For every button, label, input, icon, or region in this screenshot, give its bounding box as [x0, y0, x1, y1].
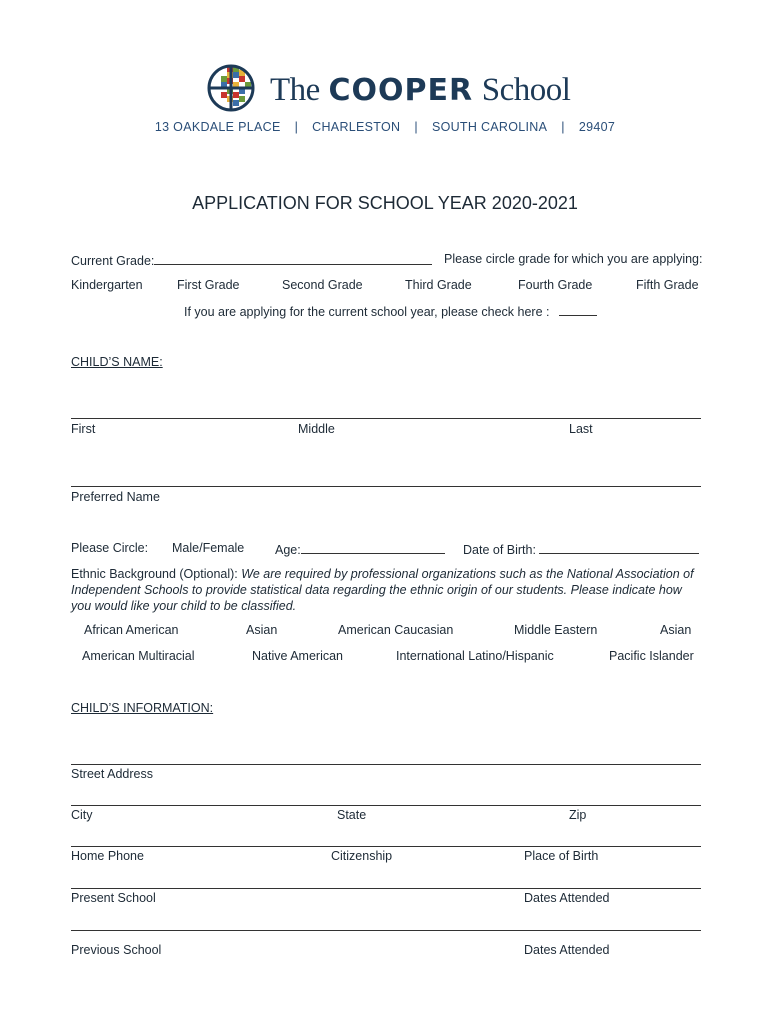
grade-option-fifth[interactable]: Fifth Grade [636, 278, 699, 292]
address-separator: | [414, 120, 418, 134]
ethnic-option-american-multiracial[interactable]: American Multiracial [82, 649, 195, 663]
phone-citizenship-birth-input-line[interactable] [71, 846, 701, 847]
current-grade-row [71, 252, 432, 268]
dob-field[interactable] [539, 541, 699, 554]
address-separator: | [561, 120, 565, 134]
age-label: Age: [275, 543, 301, 557]
dates-attended-previous-label: Dates Attended [524, 943, 610, 957]
city-state-zip-input-line[interactable] [71, 805, 701, 806]
childs-information-heading: CHILD’S INFORMATION: [71, 701, 214, 715]
address-state: SOUTH CAROLINA [431, 120, 548, 134]
childs-name-heading: CHILD’S NAME: [71, 355, 163, 369]
please-circle-label: Please Circle: [71, 541, 149, 555]
name-input-line[interactable] [71, 418, 701, 419]
current-year-check-label: If you are applying for the current school year, please check here : [184, 305, 550, 319]
ethnic-option-middle-eastern[interactable]: Middle Eastern [514, 623, 598, 637]
current-year-checkbox-field[interactable] [559, 303, 597, 316]
grade-option-kindergarten[interactable]: Kindergarten [71, 278, 143, 292]
ethnic-option-american-caucasian[interactable]: American Caucasian [338, 623, 454, 637]
dob-label: Date of Birth: [463, 543, 536, 557]
ethnic-option-african-american[interactable]: African American [84, 623, 179, 637]
home-phone-label: Home Phone [71, 849, 144, 863]
grade-option-second[interactable]: Second Grade [282, 278, 363, 292]
ethnic-option-latino-hispanic[interactable]: International Latino/Hispanic [396, 649, 554, 663]
current-year-check-row [184, 303, 597, 319]
preferred-name-input-line[interactable] [71, 486, 701, 487]
middle-name-label: Middle [298, 422, 335, 436]
age-row [275, 541, 445, 557]
grade-option-fourth[interactable]: Fourth Grade [518, 278, 593, 292]
ethnic-background-paragraph [71, 566, 703, 614]
preferred-name-label: Preferred Name [71, 490, 160, 504]
address-city: CHARLESTON [312, 120, 401, 134]
ethnic-option-asian-2[interactable]: Asian [660, 623, 692, 637]
street-address-label: Street Address [71, 767, 153, 781]
address-zip: 29407 [578, 120, 616, 134]
logo-cooper: COOPER [328, 73, 474, 108]
grade-option-first[interactable]: First Grade [177, 278, 240, 292]
age-field[interactable] [301, 541, 445, 554]
ethnic-note: We are required by professional organizations such as the National Association of Independent Schools to provide statistical data regarding the ethnic origin of our students. Please indicate how you would like your child to be classified. [71, 567, 694, 613]
dates-attended-present-label: Dates Attended [524, 891, 610, 905]
previous-school-input-line[interactable] [71, 930, 701, 931]
school-name-logotype [270, 70, 570, 109]
street-address-input-line[interactable] [71, 764, 701, 765]
gender-option[interactable]: Male/Female [172, 541, 245, 555]
zip-label: Zip [569, 808, 587, 822]
current-grade-field[interactable] [154, 252, 432, 265]
present-school-input-line[interactable] [71, 888, 701, 889]
page-title: APPLICATION FOR SCHOOL YEAR 2020-2021 [192, 193, 578, 213]
circle-grade-instruction: Please circle grade for which you are applying: [444, 252, 703, 266]
logo-the: The [270, 72, 320, 108]
ethnic-option-asian[interactable]: Asian [246, 623, 278, 637]
grade-option-third[interactable]: Third Grade [405, 278, 472, 292]
place-of-birth-label: Place of Birth [524, 849, 599, 863]
address-separator: | [294, 120, 299, 134]
dob-row [463, 541, 699, 557]
school-address [0, 120, 770, 134]
present-school-label: Present School [71, 891, 156, 905]
ethnic-option-pacific-islander[interactable]: Pacific Islander [609, 649, 694, 663]
previous-school-label: Previous School [71, 943, 162, 957]
ethnic-option-native-american[interactable]: Native American [252, 649, 344, 663]
logo-school: School [481, 72, 571, 108]
city-label: City [71, 808, 93, 822]
state-label: State [337, 808, 367, 822]
address-street: 13 OAKDALE PLACE [154, 120, 281, 134]
ethnic-label: Ethnic Background (Optional): [71, 567, 238, 581]
citizenship-label: Citizenship [331, 849, 393, 863]
current-grade-label: Current Grade: [71, 254, 155, 268]
last-name-label: Last [569, 422, 593, 436]
cooper-school-logo-icon [205, 62, 257, 114]
first-name-label: First [71, 422, 96, 436]
